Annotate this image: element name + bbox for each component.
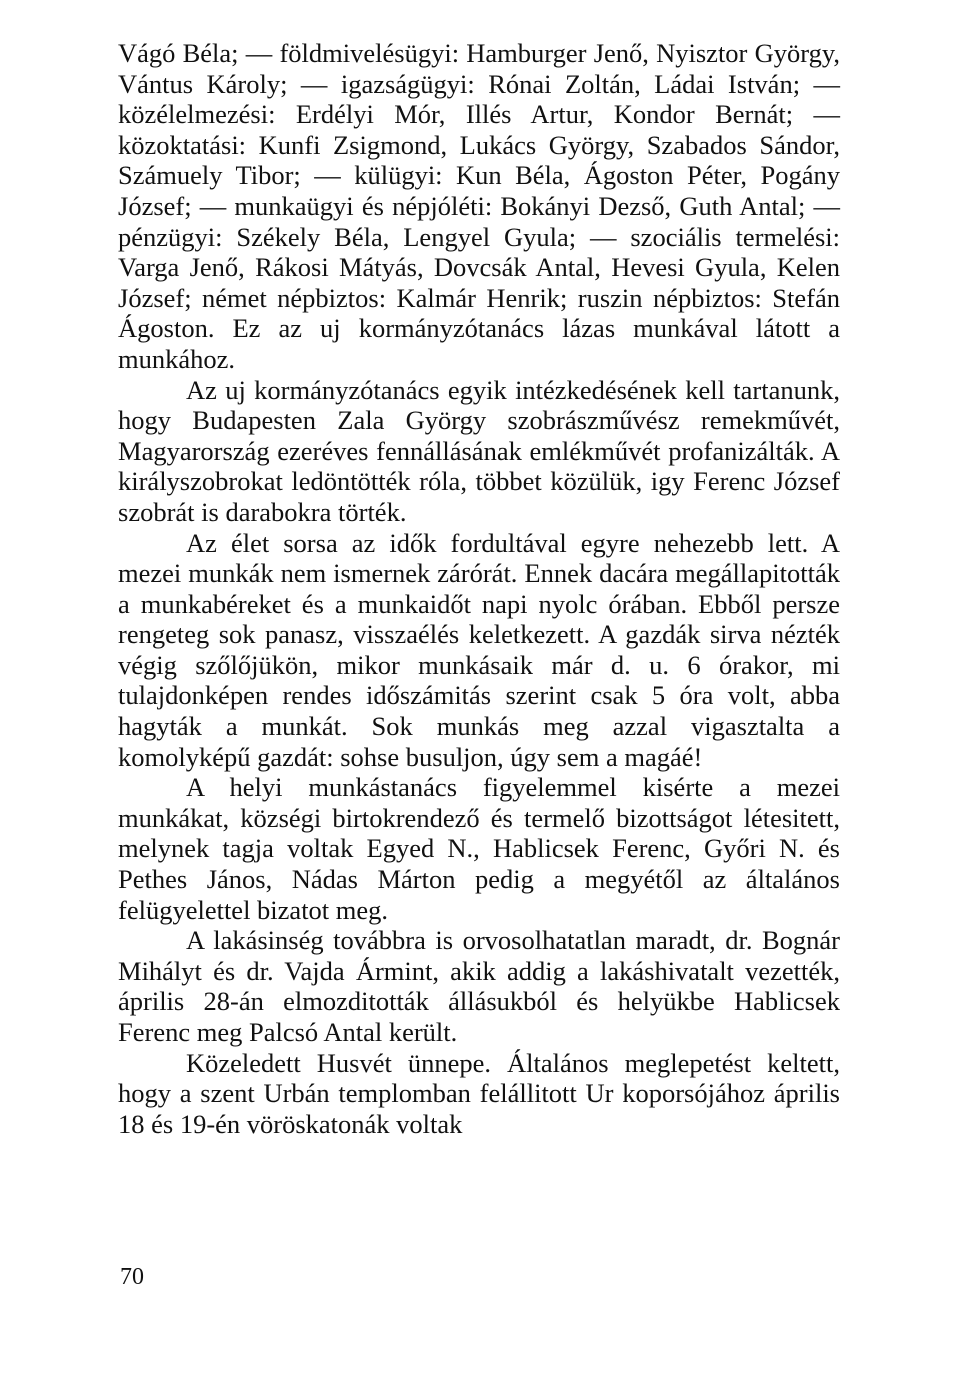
paragraph-workers-council: A helyi munkástanács figyelemmel kisérte a mezei munkákat, községi birtokrendező és termelő bizottságot létesitett, melynek tagja voltak Egyed N., Hablicsek Ferenc, Győri N. és Pethes János, Nádas Márton pedig a megyétől az általános felügyelettel bizatot meg.	[118, 772, 840, 925]
page-number: 70	[120, 1264, 144, 1290]
page-text	[118, 38, 840, 1139]
paragraph-housing: A lakásinség továbbra is orvosolhatatlan maradt, dr. Bognár Mihályt és dr. Vajda Ármint, akik addig a lakáshivatalt vezették, április 28-án elmozditották állásukból és helyükbe Hablicsek Ferenc meg Palcsó Antal került.	[118, 925, 840, 1047]
paragraph-monument: Az uj kormányzótanács egyik intézkedésének kell tartanunk, hogy Budapesten Zala György szobrászművész remekművét, Magyarország ezeréves fennállásának emlékművét profanizálták. A királyszobrokat ledöntötték róla, többet közülük, igy Ferenc József szobrát is darabokra törték.	[118, 374, 840, 527]
paragraph-government-list: Vágó Béla; — földmivelésügyi: Hamburger Jenő, Nyisztor György, Vántus Károly; — igazságügyi: Rónai Zoltán, Ládai István; — közélelmezési: Erdélyi Mór, Illés Artur, Kondor Bernát; — közoktatási: Kunfi Zsigmond, Lukács György, Szabados Sándor, Számuely Tibor; — külügyi: Kun Béla, Ágoston Péter, Pogány József; — munkaügyi és népjóléti: Bokányi Dezső, Guth Antal; — pénzügyi: Székely Béla, Lengyel Gyula; — szociális termelési: Varga Jenő, Rákosi Mátyás, Dovcsák Antal, Hevesi Gyula, Kelen József; német népbiztos: Kalmár Henrik; ruszin népbiztos: Stefán Ágoston. Ez az uj kormányzótanács lázas munkával látott a munkához.	[118, 38, 840, 374]
paragraph-working-hours: Az élet sorsa az idők fordultával egyre nehezebb lett. A mezei munkák nem ismernek zárórát. Ennek dacára megállapitották a munkabéreket és a munkaidőt napi nyolc órában. Ebből persze rengeteg sok panasz, visszaélés keletkezett. A gazdák sirva nézték végig szőlőjükön, mikor munkásaik már d. u. 6 órakor, mi tulajdonképen rendes időszámitás szerint csak 5 óra volt, abba hagyták a munkát. Sok munkás meg azzal vigasztalta a komolyképű gazdát: sohse busuljon, úgy sem a magáé!	[118, 527, 840, 772]
paragraph-easter: Közeledett Husvét ünnepe. Általános meglepetést keltett, hogy a szent Urbán templomban felállitott Ur koporsójához április 18 és 19-én vöröskatonák voltak	[118, 1047, 840, 1139]
